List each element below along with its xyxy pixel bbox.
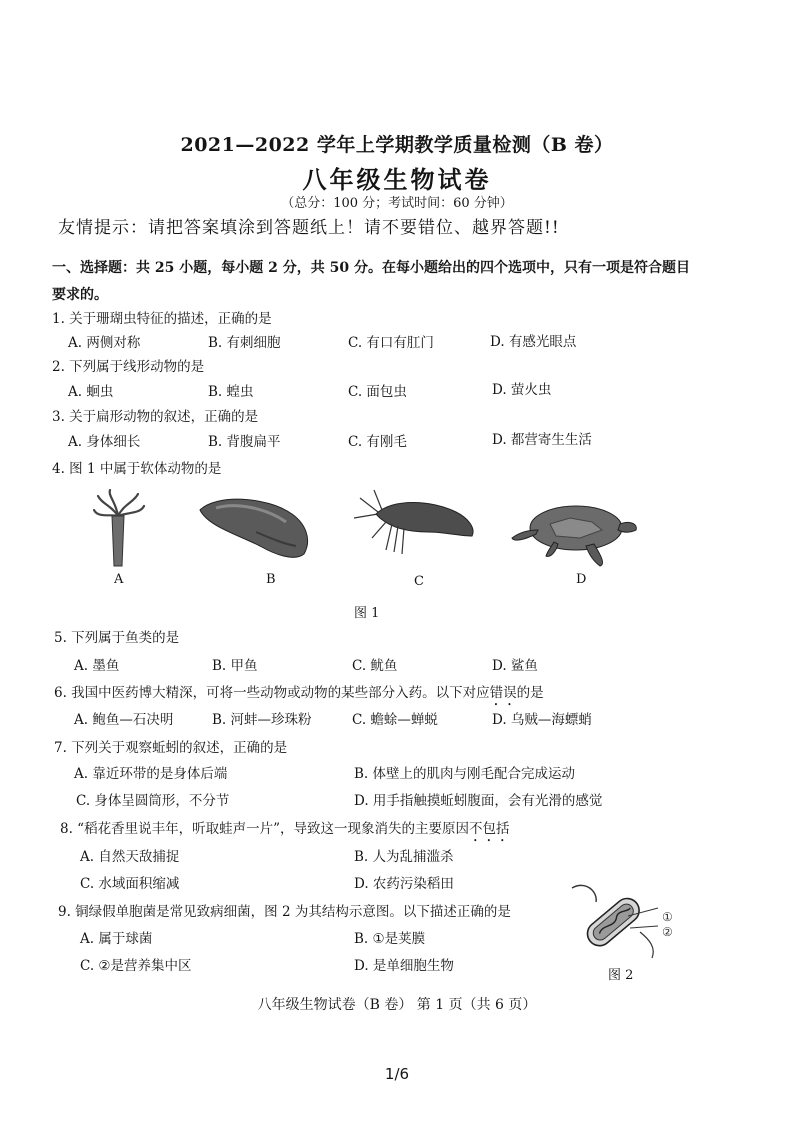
q9-option-c: C. ②是营养集中区 [80, 958, 192, 974]
q1-option-a: A. 两侧对称 [68, 335, 141, 351]
q6-stem-emphasis: 错误 [489, 685, 517, 701]
q9-option-b: B. ①是荚膜 [354, 931, 426, 947]
q1-option-d: D. 有感光眼点 [490, 334, 577, 350]
q8-option-d: D. 农药污染稻田 [354, 876, 454, 892]
q5-option-b: B. 甲鱼 [212, 658, 258, 674]
q2-option-d: D. 萤火虫 [492, 382, 552, 398]
q3-option-c: C. 有刚毛 [348, 434, 407, 450]
q1-option-b: B. 有刺细胞 [208, 335, 281, 351]
q2-option-b: B. 蝗虫 [208, 384, 254, 400]
q9-option-d: D. 是单细胞生物 [354, 958, 454, 974]
score-and-time: （总分：100 分；考试时间：60 分钟） [281, 196, 513, 211]
q3-option-a: A. 身体细长 [68, 434, 141, 450]
figure1-label-b: B [266, 572, 276, 587]
q8-stem-emphasis: 不包括 [468, 821, 510, 837]
hydra-icon [88, 488, 148, 568]
friendly-tip: 友情提示：请把答案填涂到答题纸上！请不要错位、越界答题!! [58, 218, 560, 238]
page-indicator: 1/6 [384, 1065, 410, 1083]
question-2-stem: 2. 下列属于线形动物的是 [52, 359, 205, 375]
q5-option-c: C. 鱿鱼 [352, 658, 398, 674]
shrimp-icon [352, 488, 480, 558]
q7-option-a: A. 靠近环带的是身体后端 [74, 766, 228, 782]
q2-option-a: A. 蛔虫 [68, 384, 114, 400]
figure1-label-d: D [576, 572, 587, 587]
question-6-stem [54, 681, 544, 709]
page-footer: 八年级生物试卷（B 卷） 第 1 页（共 6 页） [257, 997, 537, 1013]
turtle-icon [510, 494, 640, 566]
q6-option-a: A. 鲍鱼—石决明 [74, 712, 174, 728]
bacterium-icon [566, 880, 676, 964]
figure2-caption: 图 2 [608, 968, 634, 983]
question-3-stem: 3. 关于扁形动物的叙述，正确的是 [52, 409, 259, 425]
question-1-stem: 1. 关于珊瑚虫特征的描述，正确的是 [52, 311, 272, 327]
figure1-caption: 图 1 [354, 606, 380, 621]
q6-stem-end: 的是 [516, 685, 544, 701]
figure2-marker-1: ① [662, 910, 673, 924]
question-9-stem: 9. 铜绿假单胞菌是常见致病细菌，图 2 为其结构示意图。以下描述正确的是 [58, 904, 511, 920]
q6-option-d: D. 乌贼—海螵蛸 [492, 712, 592, 728]
q8-stem-text: 8. “稻花香里说丰年，听取蛙声一片”，导致这一现象消失的主要原因 [60, 821, 469, 837]
lobster-icon [196, 492, 314, 564]
q7-option-c: C. 身体呈圆筒形，不分节 [76, 793, 230, 809]
question-4-stem: 4. 图 1 中属于软体动物的是 [52, 461, 222, 477]
q6-option-c: C. 蟾蜍—蝉蜕 [352, 712, 438, 728]
q9-option-a: A. 属于球菌 [80, 931, 153, 947]
q7-option-d: D. 用手指触摸蚯蚓腹面，会有光滑的感觉 [354, 793, 603, 809]
q6-stem-text: 6. 我国中医药博大精深，可将一些动物或动物的某些部分入药。以下对应 [54, 685, 490, 701]
q1-option-c: C. 有口有肛门 [348, 335, 434, 351]
figure1-label-a: A [114, 572, 124, 587]
q5-option-a: A. 墨鱼 [74, 658, 120, 674]
q8-option-a: A. 自然天敌捕捉 [80, 849, 180, 865]
question-8-stem [60, 817, 509, 845]
figure2-marker-2: ② [662, 925, 673, 939]
section-heading: 一、选择题：共 25 小题，每小题 2 分，共 50 分。在每小题给出的四个选项中，只有一项是符合题目要求的。 [52, 260, 690, 303]
q7-option-b: B. 体壁上的肌肉与刚毛配合完成运动 [354, 766, 576, 782]
q3-option-d: D. 都营寄生生活 [492, 432, 592, 448]
q6-option-b: B. 河蚌—珍珠粉 [212, 712, 312, 728]
q2-option-c: C. 面包虫 [348, 384, 407, 400]
q3-option-b: B. 背腹扁平 [208, 434, 281, 450]
q8-option-c: C. 水域面积缩减 [80, 876, 180, 892]
q5-option-d: D. 鲨鱼 [492, 658, 538, 674]
exam-title: 八年级生物试卷 [302, 165, 492, 194]
question-5-stem: 5. 下列属于鱼类的是 [54, 630, 180, 646]
exam-title-line1: 2021—2022 学年上学期教学质量检测（B 卷） [180, 134, 614, 156]
question-7-stem: 7. 下列关于观察蚯蚓的叙述，正确的是 [54, 740, 288, 756]
q8-option-b: B. 人为乱捕滥杀 [354, 849, 454, 865]
figure1-label-c: C [414, 574, 424, 589]
